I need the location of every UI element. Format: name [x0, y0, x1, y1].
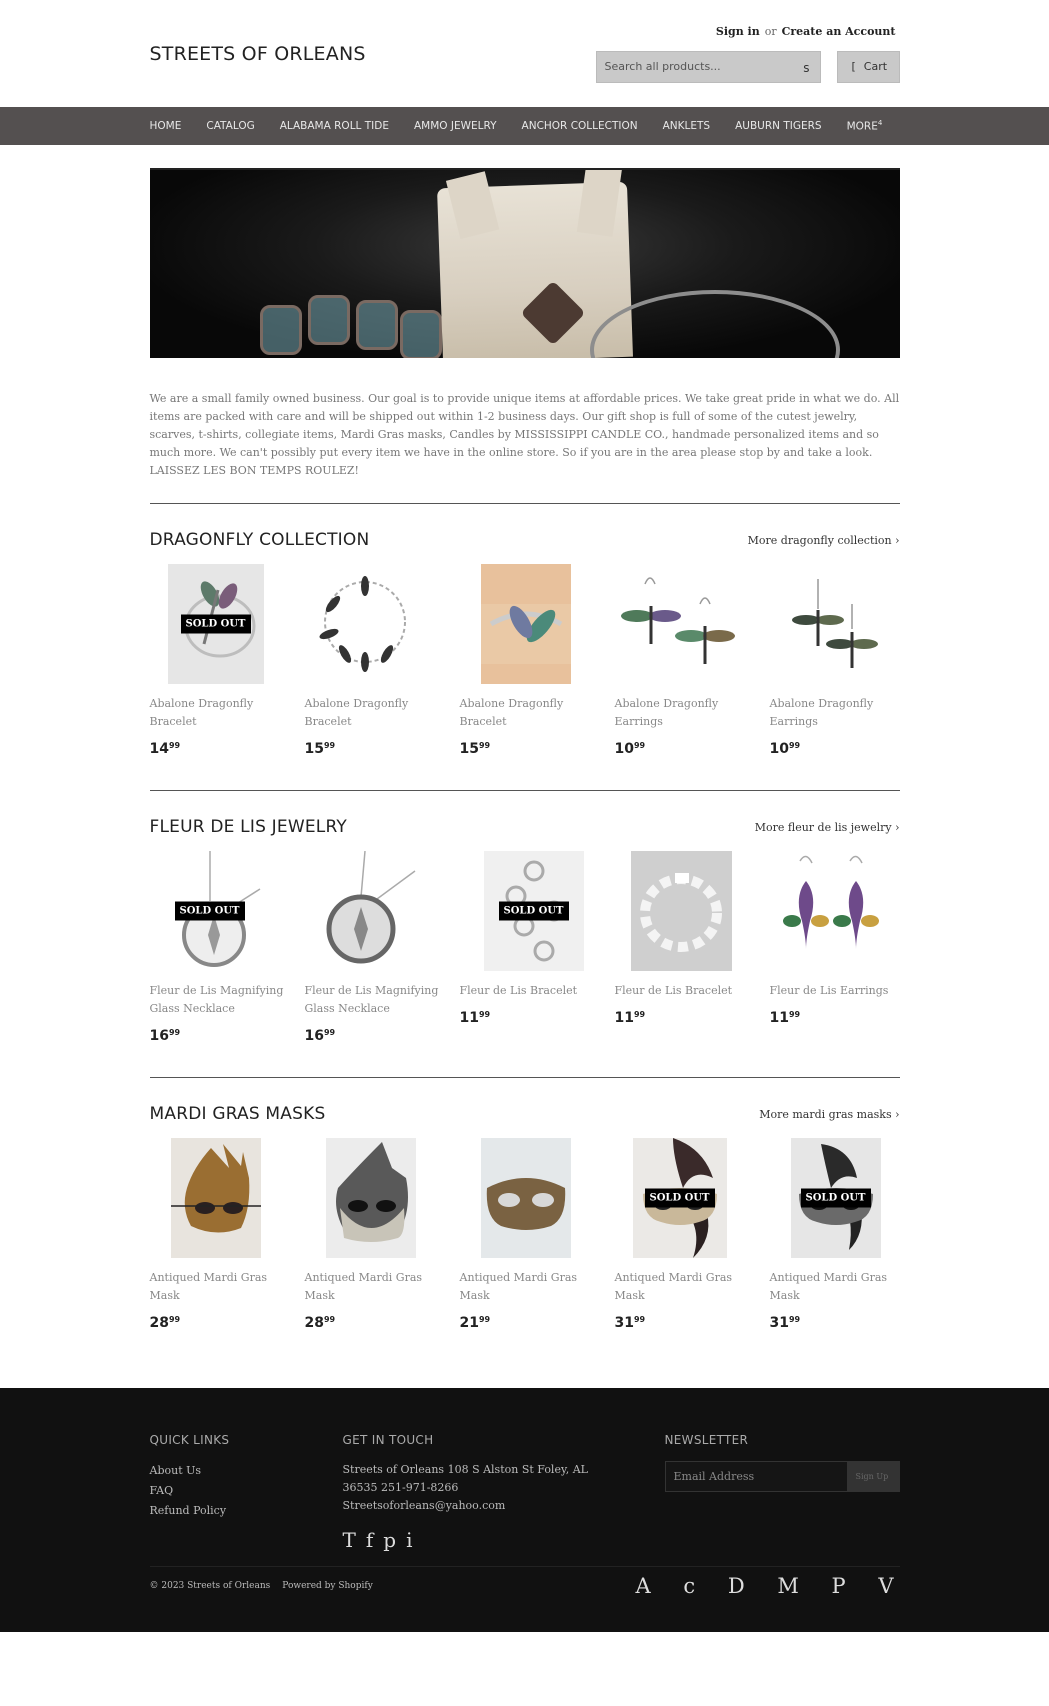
product-price: $11^{99}$ [614, 1010, 646, 1026]
product-card[interactable] [770, 564, 925, 757]
product-price: $10^{99}$ [769, 741, 801, 757]
product-price: $11^{99}$ [459, 1010, 491, 1026]
nav-item-more[interactable] [847, 119, 883, 133]
product-name[interactable]: Antiqued Mardi Gras Mask [149, 1271, 268, 1302]
dragonfly-drop-earrings-art [770, 564, 890, 684]
dragonfly-cuff-art [481, 564, 571, 684]
collection-title[interactable]: FLEUR DE LIS JEWELRY [149, 817, 347, 837]
product-image[interactable] [168, 564, 264, 684]
hero-bead [308, 295, 350, 345]
get-in-touch-title: GET IN TOUCH [342, 1433, 434, 1447]
contact-info [343, 1461, 613, 1515]
product-name[interactable]: Fleur de Lis Magnifying Glass Necklace [149, 984, 284, 1015]
hero-beaded-bracelet [260, 295, 440, 358]
payment-icons: A c D M P V [635, 1574, 900, 1598]
product-card[interactable] [460, 851, 615, 1044]
product-image[interactable] [484, 851, 584, 971]
product-image[interactable] [791, 1138, 881, 1258]
gold-mask-art [171, 1138, 261, 1258]
product-name[interactable]: Abalone Dragonfly Bracelet [459, 697, 564, 728]
product-image[interactable] [150, 851, 270, 971]
collection-header [150, 817, 900, 837]
product-price: $15^{99}$ [459, 741, 491, 757]
newsletter-signup-button[interactable]: Sign Up [847, 1461, 900, 1492]
product-card[interactable] [460, 1138, 615, 1331]
product-grid [150, 564, 900, 757]
twitter-icon[interactable]: T [342, 1528, 366, 1552]
product-price: $16^{99}$ [149, 1028, 181, 1044]
chevron-down-icon: 4 [877, 119, 883, 128]
email-placeholder: Email Address [673, 1470, 755, 1483]
footer-link-refund-policy[interactable]: Refund Policy [149, 1504, 227, 1517]
cart-button[interactable] [837, 51, 900, 83]
product-price: $10^{99}$ [614, 741, 646, 757]
more-collection-link[interactable]: More fleur de lis jewelry › [754, 820, 900, 834]
collection-header [150, 530, 900, 550]
product-price: $21^{99}$ [459, 1315, 491, 1331]
search-placeholder: Search all products... [604, 60, 721, 73]
section-divider [150, 503, 900, 504]
product-image[interactable] [305, 851, 425, 971]
sold-out-badge: SOLD OUT [801, 1189, 871, 1208]
hero-bead [400, 310, 442, 358]
product-price: $28^{99}$ [149, 1315, 181, 1331]
product-card[interactable] [305, 564, 460, 757]
product-card[interactable] [615, 1138, 770, 1331]
dragonfly-earrings-art [615, 564, 735, 684]
footer-link-faq[interactable]: FAQ [149, 1484, 174, 1497]
fleur-chain-bracelet-art [631, 851, 732, 971]
pinterest-icon[interactable]: p [383, 1528, 407, 1552]
product-name[interactable]: Abalone Dragonfly Earrings [769, 697, 874, 728]
product-price: $16^{99}$ [304, 1028, 336, 1044]
silver-mask-art [326, 1138, 416, 1258]
product-price: $14^{99}$ [149, 741, 181, 757]
section-divider [150, 790, 900, 791]
product-card[interactable] [770, 851, 925, 1044]
product-card[interactable] [150, 1138, 305, 1331]
intro-text: We are a small family owned business. Our goal is to provide unique items at affordable prices. We take great pride in what we do. All items are packed with care and will be shipped out within 1-2 business days. Our gift shop is full of some of the cutest jewelry, scarves, t-shirts, collegiate items, Mardi Gras masks, Candles by MISSISSIPPI CANDLE CO., handmade personalized items and so much more. We can't possibly put every item we have in the online store. So if you are in the area please stop by and take a look. LAISSEZ LES BON TEMPS ROULEZ! [149, 392, 900, 477]
product-image[interactable] [326, 1138, 416, 1258]
product-card[interactable] [615, 564, 770, 757]
more-collection-link[interactable]: More mardi gras masks › [759, 1107, 900, 1121]
search-input[interactable] [596, 51, 821, 83]
main-nav [0, 107, 1049, 145]
contact-email[interactable]: Streetsoforleans@yahoo.com [342, 1499, 506, 1512]
copyright-text: © 2023 Streets of Orleans [149, 1581, 271, 1591]
instagram-icon[interactable]: i [406, 1528, 423, 1552]
collection-title[interactable]: MARDI GRAS MASKS [149, 1104, 326, 1124]
product-image[interactable] [171, 1138, 261, 1258]
product-name[interactable]: Antiqued Mardi Gras Mask [459, 1271, 578, 1302]
product-price: $28^{99}$ [304, 1315, 336, 1331]
hero-bead [260, 305, 302, 355]
facebook-icon[interactable]: f [365, 1528, 384, 1552]
product-price: $31^{99}$ [769, 1315, 801, 1331]
product-name[interactable]: Antiqued Mardi Gras Mask [304, 1271, 423, 1302]
create-account-link[interactable]: Create an Account [781, 25, 896, 38]
or-text: or [764, 25, 777, 38]
collection-header [150, 1104, 900, 1124]
contact-address: Streets of Orleans 108 S Alston St Foley, AL 36535 251-971-8266 [342, 1463, 588, 1494]
dragonfly-chain-bracelet-art [305, 564, 425, 684]
product-image[interactable] [481, 564, 571, 684]
powered-by-link[interactable]: Powered by Shopify [282, 1581, 373, 1591]
sold-out-badge: SOLD OUT [645, 1189, 715, 1208]
nav-item-anklets[interactable]: ANKLETS [662, 120, 711, 132]
footer-divider [150, 1566, 900, 1567]
account-links [716, 25, 896, 38]
sold-out-badge: SOLD OUT [175, 902, 245, 921]
product-image[interactable] [770, 851, 890, 971]
product-card[interactable] [770, 1138, 925, 1331]
hero-banner [150, 168, 900, 358]
cart-icon: [ [851, 60, 856, 73]
nav-more-label: MORE [846, 120, 878, 133]
product-name[interactable]: Fleur de Lis Bracelet [459, 984, 578, 997]
product-grid [150, 1138, 900, 1331]
search-icon[interactable]: s [803, 61, 810, 75]
magnifying-necklace-art [305, 851, 425, 971]
nav-item-catalog[interactable]: CATALOG [206, 120, 255, 132]
newsletter-title: NEWSLETTER [664, 1433, 749, 1447]
quick-links-list [150, 1461, 227, 1521]
sold-out-badge: SOLD OUT [181, 615, 251, 634]
sign-in-link[interactable]: Sign in [715, 25, 760, 38]
product-name[interactable]: Fleur de Lis Earrings [769, 984, 889, 997]
section-divider [150, 1077, 900, 1078]
product-card[interactable] [150, 564, 305, 757]
product-card[interactable] [460, 564, 615, 757]
newsletter-email-input[interactable] [665, 1461, 848, 1492]
nav-item-home[interactable]: HOME [149, 120, 182, 132]
product-price: $15^{99}$ [304, 741, 336, 757]
nav-item-ammo-jewelry[interactable]: AMMO JEWELRY [413, 120, 497, 132]
collection-title[interactable]: DRAGONFLY COLLECTION [149, 530, 370, 550]
product-card[interactable] [305, 851, 460, 1044]
footer-link-about-us[interactable]: About Us [149, 1464, 202, 1477]
copyright-line [150, 1581, 385, 1591]
site-footer [0, 1388, 1049, 1632]
product-image[interactable] [615, 564, 735, 684]
product-name[interactable]: Abalone Dragonfly Bracelet [304, 697, 409, 728]
product-image[interactable] [481, 1138, 571, 1258]
product-price: $31^{99}$ [614, 1315, 646, 1331]
product-name[interactable]: Fleur de Lis Magnifying Glass Necklace [304, 984, 439, 1015]
nav-item-auburn-tigers[interactable]: AUBURN TIGERS [735, 120, 822, 132]
fleur-earrings-art [770, 851, 890, 971]
product-image[interactable] [770, 564, 890, 684]
main-content [150, 168, 900, 1331]
sold-out-badge: SOLD OUT [499, 902, 569, 921]
cart-label: Cart [863, 60, 888, 73]
product-name[interactable]: Antiqued Mardi Gras Mask [614, 1271, 733, 1302]
product-name[interactable]: Abalone Dragonfly Earrings [614, 697, 719, 728]
nav-item-alabama-roll-tide[interactable]: ALABAMA ROLL TIDE [279, 120, 389, 132]
product-name[interactable]: Fleur de Lis Bracelet [614, 984, 733, 997]
more-collection-link[interactable]: More dragonfly collection › [747, 533, 900, 547]
quick-links-title: QUICK LINKS [149, 1433, 230, 1447]
product-grid [150, 851, 900, 1044]
hero-bead [356, 300, 398, 350]
product-image[interactable] [633, 1138, 727, 1258]
site-logo[interactable]: STREETS OF ORLEANS [149, 43, 366, 65]
product-image[interactable] [305, 564, 425, 684]
bronze-mask-art [481, 1138, 571, 1258]
product-card[interactable] [305, 1138, 460, 1331]
product-card[interactable] [615, 851, 770, 1044]
nav-item-anchor-collection[interactable]: ANCHOR COLLECTION [521, 120, 638, 132]
product-name[interactable]: Abalone Dragonfly Bracelet [149, 697, 254, 728]
site-header [0, 0, 1049, 107]
product-image[interactable] [631, 851, 732, 971]
product-price: $11^{99}$ [769, 1010, 801, 1026]
product-name[interactable]: Antiqued Mardi Gras Mask [769, 1271, 888, 1302]
social-links [343, 1528, 423, 1552]
product-card[interactable] [150, 851, 305, 1044]
